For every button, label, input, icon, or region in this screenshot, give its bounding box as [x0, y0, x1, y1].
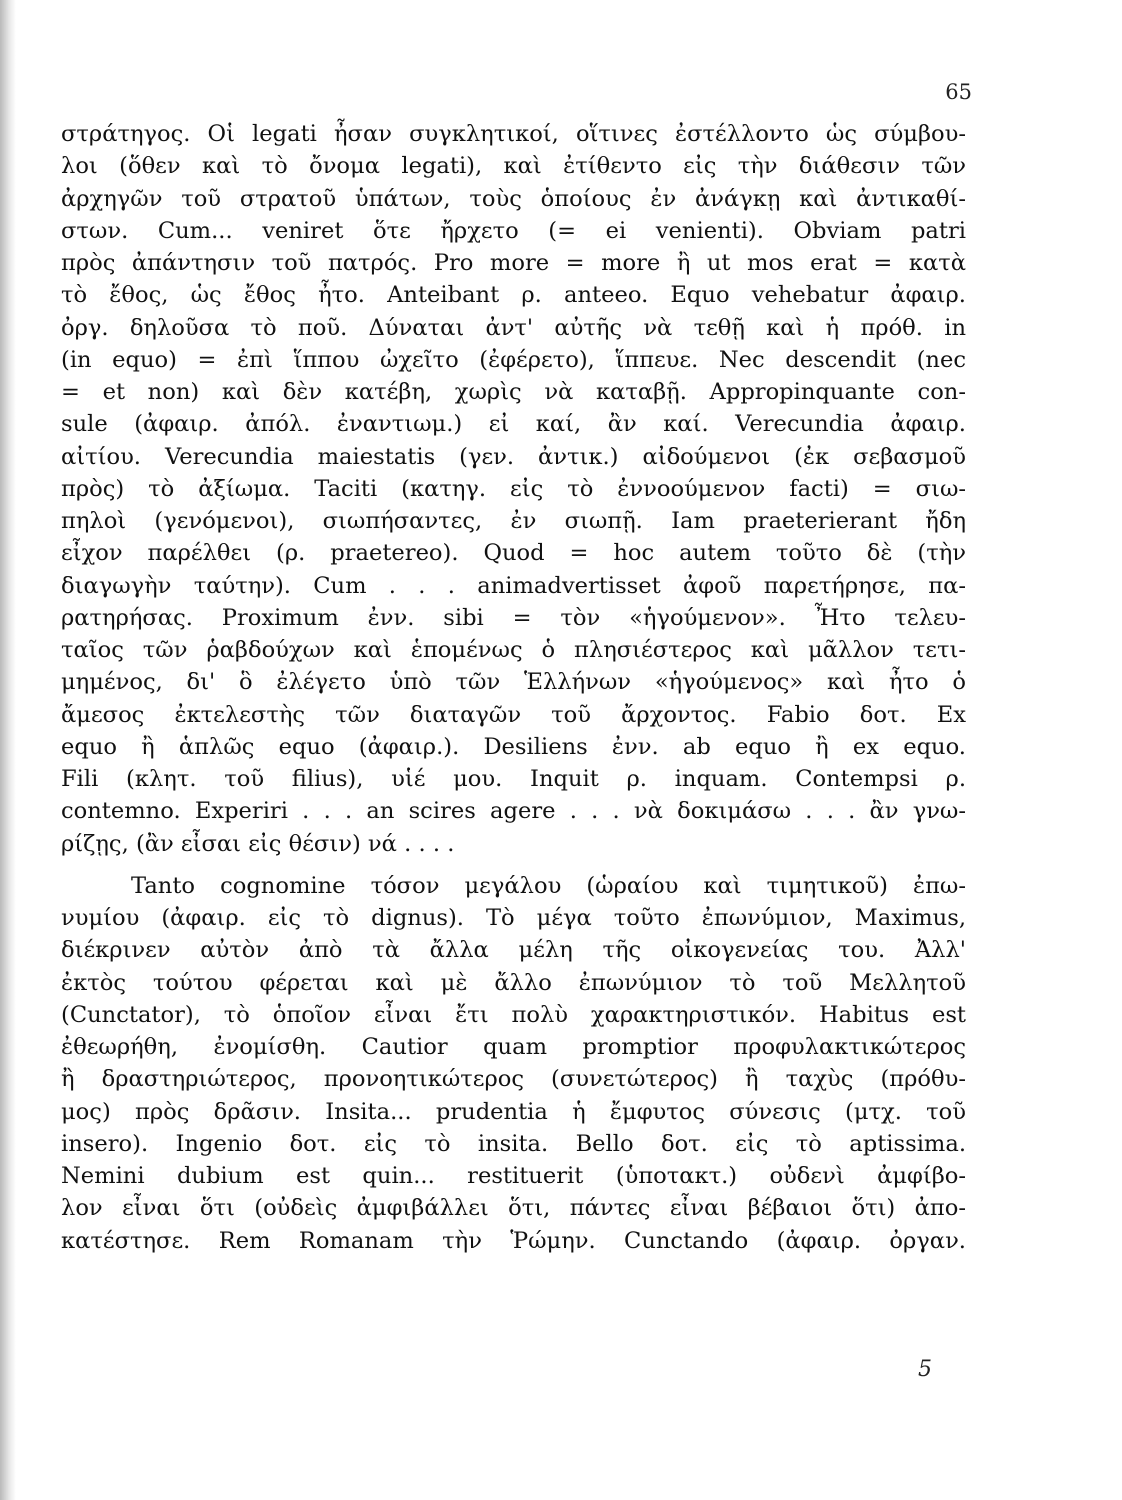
- text-line: (Cunctator), τὸ ὁποῖον εἶναι ἔτι πολὺ χαρακτηριστικόν. Habitus est: [61, 1001, 966, 1028]
- text-line: ὀργ. δηλοῦσα τὸ ποῦ. Δύναται ἀντ' αὐτῆς νὰ τεθῇ καὶ ἡ πρόθ. in: [61, 314, 966, 341]
- text-line: στράτηγος. Οἱ legati ἦσαν συγκλητικοί, οἵτινες ἐστέλλοντο ὡς σύμβου-: [61, 121, 966, 147]
- text-line: μημένος, δι' ὃ ἐλέγετο ὑπὸ τῶν Ἑλλήνων «ἡγούμενος» καὶ ἦτο ὁ: [61, 669, 966, 696]
- text-line: πρὸς ἀπάντησιν τοῦ πατρός. Pro more = more ἢ ut mos erat = κατὰ: [61, 250, 966, 276]
- text-line: τὸ ἔθος, ὡς ἔθος ἦτο. Anteibant ρ. anteeo. Equo vehebatur ἀφαιρ.: [61, 282, 966, 309]
- text-line: μος) πρὸς δρᾶσιν. Insita... prudentia ἡ ἔμφυτος σύνεσις (μτχ. τοῦ: [61, 1098, 966, 1125]
- paragraph-2: [61, 870, 966, 1257]
- text-line: διαγωγὴν ταύτην). Cum . . . animadvertisset ἀφοῦ παρετήρησε, πα-: [61, 572, 966, 599]
- text-line: ἢ δραστηριώτερος, προνοητικώτερος (συνετώτερος) ἢ ταχὺς (πρόθυ-: [61, 1066, 966, 1093]
- text-line: αἰτίου. Verecundia maiestatis (γεν. ἀντικ.) αἰδούμενοι (ἐκ σεβασμοῦ: [61, 443, 966, 470]
- text-line: ἐθεωρήθη, ἐνομίσθη. Cautior quam promptior προφυλακτικώτερος: [61, 1034, 966, 1060]
- text-line: Nemini dubium est quin... restituerit (ὑποτακτ.) οὐδενὶ ἀμφίβο-: [61, 1163, 966, 1189]
- text-line: Tanto cognomine τόσον μεγάλου (ὡραίου καὶ τιμητικοῦ) ἐπω-: [131, 872, 966, 899]
- text-line: = et non) καὶ δὲν κατέβη, χωρὶς νὰ καταβῇ. Appropinquante con-: [61, 379, 966, 405]
- text-line: ἐκτὸς τούτου φέρεται καὶ μὲ ἄλλο ἐπωνύμιον τὸ τοῦ Μελλητοῦ: [61, 969, 966, 996]
- text-line: ρατηρήσας. Proximum ἐνν. sibi = τὸν «ἡγούμενον». Ἦτο τελευ-: [61, 604, 966, 631]
- page-gutter-shadow: [0, 0, 16, 1500]
- text-line: ρίζῃς, (ἂν εἶσαι εἰς θέσιν) νά . . . .: [61, 830, 455, 857]
- paragraph-gap: [61, 860, 966, 870]
- text-line: διέκρινεν αὐτὸν ἀπὸ τὰ ἄλλα μέλη τῆς οἰκογενείας του. Ἀλλ': [61, 937, 966, 964]
- paragraph-1: [61, 118, 966, 860]
- text-line: νυμίου (ἀφαιρ. εἰς τὸ dignus). Τὸ μέγα τοῦτο ἐπωνύμιον, Maximus,: [61, 905, 966, 931]
- text-line: (in equo) = ἐπὶ ἵππου ὠχεῖτο (ἐφέρετο), ἵππευε. Nec descendit (nec: [61, 346, 966, 373]
- page-number: 65: [945, 80, 972, 104]
- text-line: στων. Cum... veniret ὅτε ἤρχετο (= ei venienti). Obviam patri: [61, 217, 966, 244]
- text-line: ἀρχηγῶν τοῦ στρατοῦ ὑπάτων, τοὺς ὁποίους ἐν ἀνάγκῃ καὶ ἀντικαθί-: [61, 185, 966, 212]
- text-line: insero). Ingenio δοτ. εἰς τὸ insita. Bello δοτ. εἰς τὸ aptissima.: [61, 1130, 966, 1157]
- text-line: Fili (κλητ. τοῦ filius), υἱέ μου. Inquit ρ. inquam. Contempsi ρ.: [61, 766, 966, 792]
- text-line: κατέστησε. Rem Romanam τὴν Ῥώμην. Cunctando (ἀφαιρ. ὀργαν.: [61, 1227, 966, 1254]
- text-line: ἄμεσος ἐκτελεστὴς τῶν διαταγῶν τοῦ ἄρχοντος. Fabio δοτ. Ex: [61, 701, 966, 728]
- body-text: [61, 118, 966, 1257]
- text-line: λοι (ὅθεν καὶ τὸ ὄνομα legati), καὶ ἐτίθεντο εἰς τὴν διάθεσιν τῶν: [61, 153, 966, 180]
- text-line: ταῖος τῶν ῥαβδούχων καὶ ἑπομένως ὁ πλησιέστερος καὶ μᾶλλον τετι-: [61, 637, 966, 663]
- text-line: πηλοὶ (γενόμενοι), σιωπήσαντες, ἐν σιωπῇ. Iam praeterierant ἤδη: [61, 508, 966, 534]
- text-line: πρὸς) τὸ ἀξίωμα. Taciti (κατηγ. εἰς τὸ ἐννοούμενον facti) = σιω-: [61, 475, 966, 502]
- signature-mark: 5: [918, 1357, 932, 1382]
- text-line: equo ἢ ἁπλῶς equo (ἀφαιρ.). Desiliens ἐνν. ab equo ἢ ex equo.: [61, 733, 966, 760]
- text-line: sule (ἀφαιρ. ἀπόλ. ἐναντιωμ.) εἰ καί, ἂν καί. Verecundia ἀφαιρ.: [61, 411, 966, 438]
- text-line: contemno. Experiri . . . an scires agere . . . νὰ δοκιμάσω . . . ἂν γνω-: [61, 798, 966, 825]
- text-line: εἶχον παρέλθει (ρ. praetereo). Quod = hoc autem τοῦτο δὲ (τὴν: [61, 540, 966, 567]
- text-line: λον εἶναι ὅτι (οὐδεὶς ἀμφιβάλλει ὅτι, πάντες εἶναι βέβαιοι ὅτι) ἀπο-: [61, 1195, 966, 1222]
